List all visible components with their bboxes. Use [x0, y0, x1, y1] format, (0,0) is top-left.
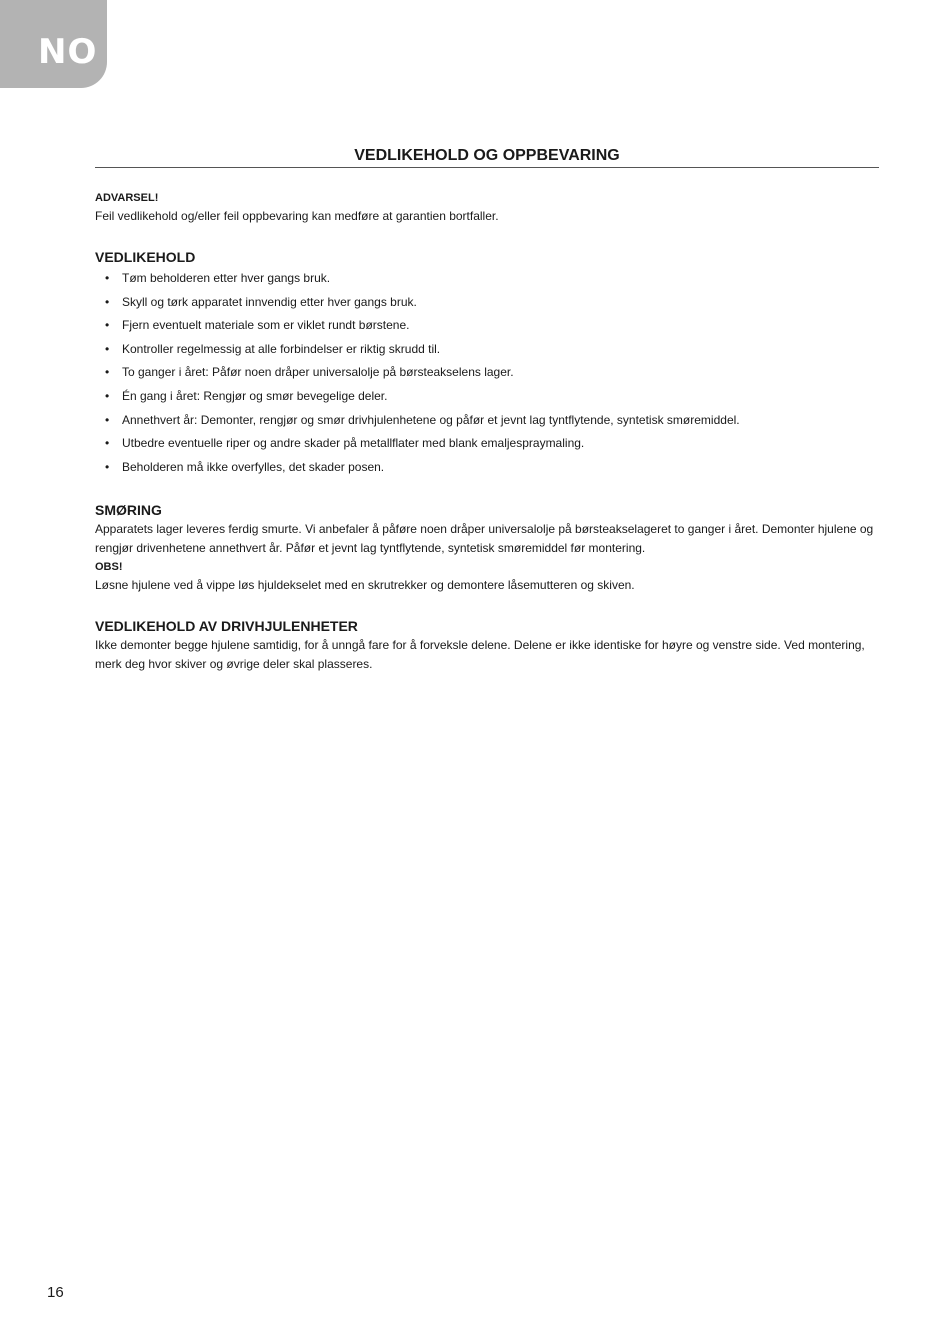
list-item-text: Kontroller regelmessig at alle forbindelser er riktig skrudd til. [122, 341, 441, 356]
list-item [95, 432, 885, 456]
bullet-icon: • [105, 459, 110, 474]
main-content [95, 190, 885, 674]
title-divider [95, 167, 879, 168]
lubrication-text: Apparatets lager leveres ferdig smurte. Vi anbefaler å påføre noen dråper universalolje på børsteakselageret to ganger i året. Demonter hjulene og rengjør drivenhetene annethvert år. Påfør et jevnt lag tyntflytende, syntetisk smøremiddel før montering. [95, 522, 874, 556]
list-item [95, 385, 885, 409]
bullet-icon: • [105, 388, 110, 403]
list-item [95, 338, 885, 362]
list-item [95, 291, 885, 315]
bullet-icon: • [105, 271, 110, 285]
list-item [95, 361, 885, 385]
bullet-icon: • [105, 412, 110, 427]
lubrication-heading: SMØRING [95, 502, 162, 519]
list-item-text: Beholderen må ikke overfylles, det skader posen. [122, 459, 385, 474]
warning-text: Feil vedlikehold og/eller feil oppbevaring kan medføre at garantien bortfaller. [95, 209, 499, 223]
list-item [95, 456, 885, 480]
list-item-text: Én gang i året: Rengjør og smør bevegelige deler. [122, 388, 388, 403]
drive-wheels-text: Ikke demonter begge hjulene samtidig, for å unngå fare for å forveksle delene. Delene er ikke identiske for høyre og venstre side. Ved montering, merk deg hvor skiver og øvrige deler skal plasseres. [95, 638, 865, 672]
list-item [95, 314, 885, 338]
drive-wheels-heading: VEDLIKEHOLD AV DRIVHJULENHETER [95, 618, 358, 635]
list-item [95, 267, 885, 291]
language-tab: NO [0, 0, 107, 88]
bullet-icon: • [105, 436, 110, 451]
list-item-text: To ganger i året: Påfør noen dråper universalolje på børsteakselens lager. [122, 365, 514, 380]
list-item-text: Fjern eventuelt materiale som er viklet rundt børstene. [122, 318, 410, 333]
maintenance-list [95, 267, 885, 479]
note-text: Løsne hjulene ved å vippe løs hjuldekselet med en skrutrekker og demontere låsemutteren og skiven. [95, 578, 635, 593]
note-label: OBS! [95, 561, 123, 574]
bullet-icon: • [105, 294, 110, 309]
drive-wheels-section [95, 617, 885, 674]
maintenance-section [95, 248, 885, 479]
lubrication-section [95, 501, 885, 595]
list-item-text: Tøm beholderen etter hver gangs bruk. [122, 271, 331, 285]
list-item-text: Utbedre eventuelle riper og andre skader på metallflater med blank emaljespraymaling. [122, 436, 585, 451]
list-item [95, 409, 885, 433]
bullet-icon: • [105, 365, 110, 380]
maintenance-heading: VEDLIKEHOLD [95, 249, 196, 265]
list-item-text: Skyll og tørk apparatet innvendig etter hver gangs bruk. [122, 294, 417, 309]
bullet-icon: • [105, 341, 110, 356]
page-title: VEDLIKEHOLD OG OPPBEVARING [354, 147, 620, 164]
warning-block [95, 190, 885, 226]
list-item-text: Annethvert år: Demonter, rengjør og smør drivhjulenhetene og påfør et jevnt lag tyntflytende, syntetisk smøremiddel. [122, 412, 740, 427]
warning-label: ADVARSEL! [95, 192, 159, 204]
bullet-icon: • [105, 318, 110, 333]
page-number: 16 [47, 1284, 64, 1301]
